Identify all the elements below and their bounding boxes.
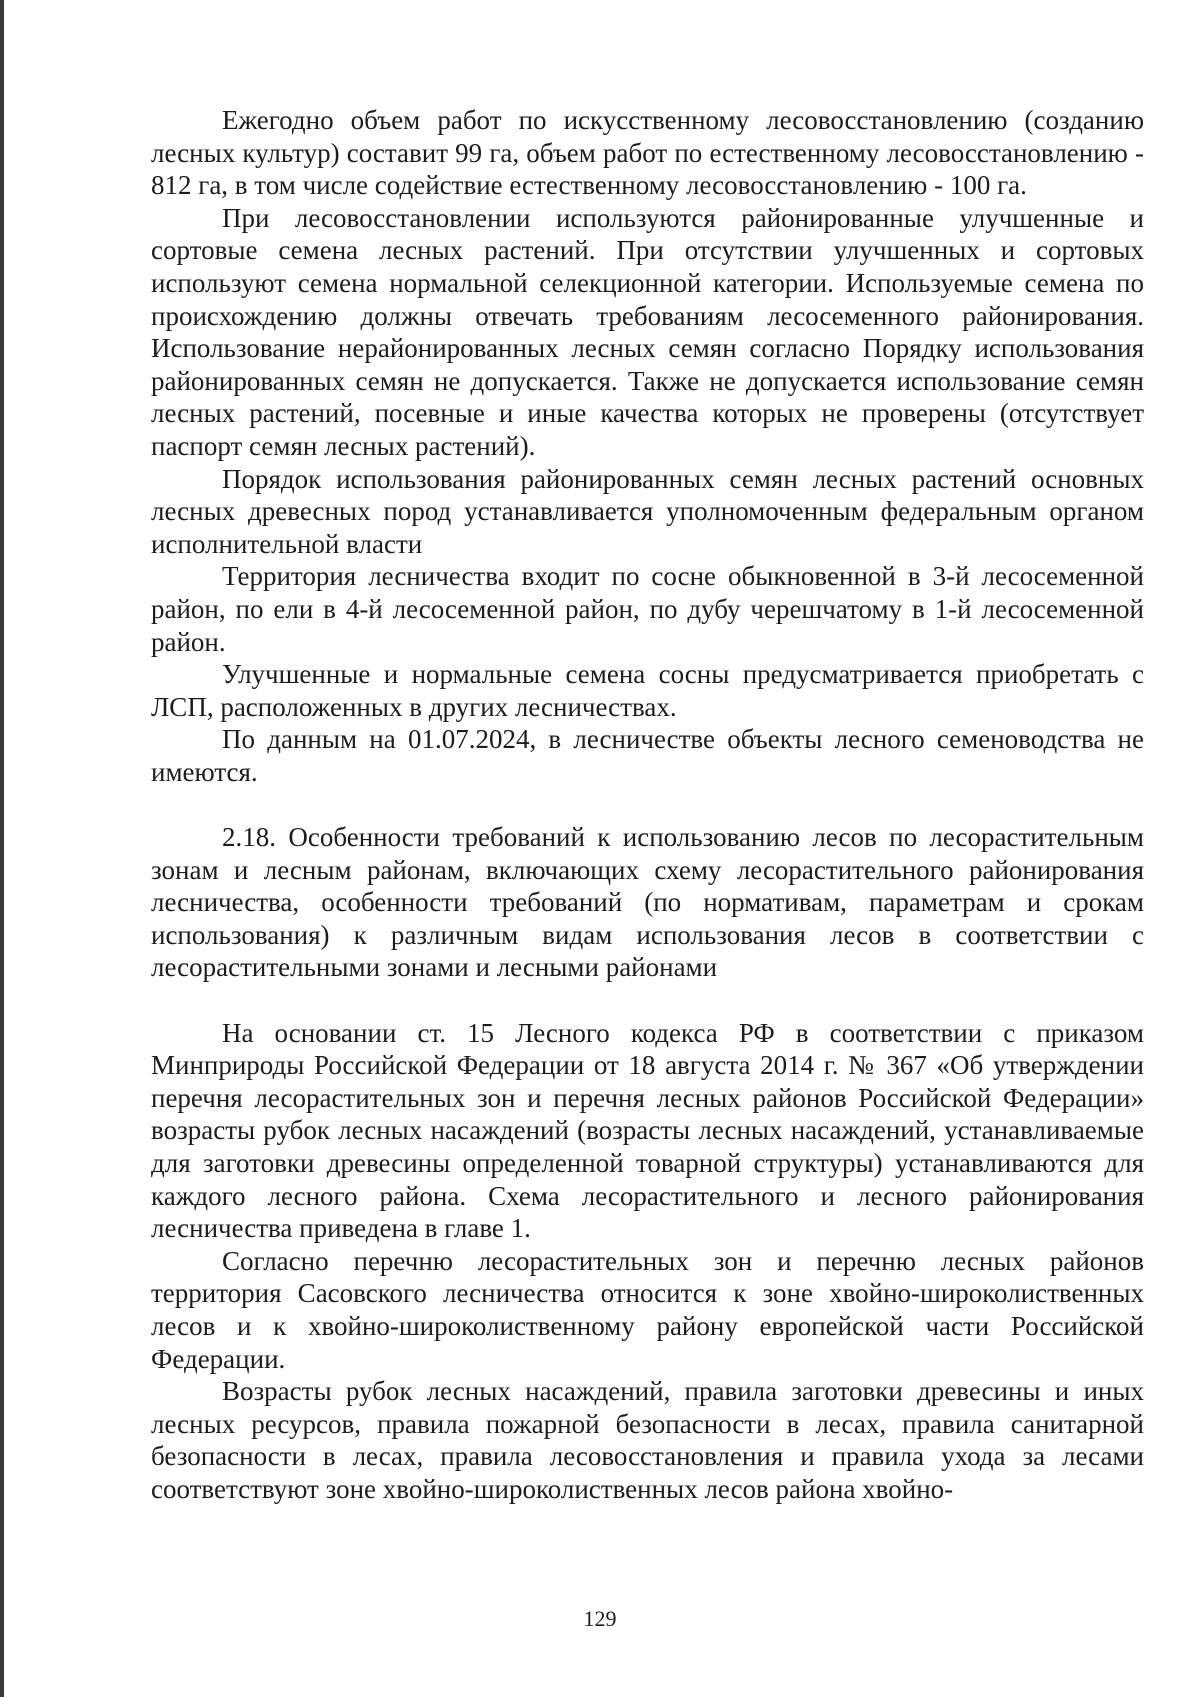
paragraph-improved-seeds: Улучшенные и нормальные семена сосны предусматривается приобретать с ЛСП, расположенных в других лесничествах. bbox=[151, 659, 1144, 722]
document-body bbox=[151, 104, 1144, 1506]
paragraph-seed-usage-order: Порядок использования районированных семян лесных растений основных лесных древесных пород устанавливается уполномоченным федеральным органом исполнительной власти bbox=[151, 463, 1144, 559]
section-heading: 2.18. Особенности требований к использованию лесов по лесорастительным зонам и лесным районам, включающих схему лесорастительного районирования лесничества, особенности требований (по нормативам, параметрам и срокам использования) к различным видам использования лесов в соответствии с лесорастительными зонами и лесными районами bbox=[151, 822, 1144, 983]
page-number: 129 bbox=[583, 1606, 617, 1631]
paragraph-seed-regions: Территория лесничества входит по сосне обыкновенной в 3-й лесосеменной район, по ели в 4-й лесосеменной район, по дубу черешчатому в 1-й лесосеменной район. bbox=[151, 561, 1144, 657]
paragraph-felling-ages: Возрасты рубок лесных насаждений, правила заготовки древесины и иных лесных ресурсов, правила пожарной безопасности в лесах, правила санитарной безопасности в лесах, правила лесовосстановления и правила ухода за лесами соответствуют зоне хвойно-широколиственных лесов района хвойно- bbox=[151, 1376, 1144, 1504]
paragraph-zone-list: Согласно перечню лесорастительных зон и перечню лесных районов территория Сасовского лесничества относится к зоне хвойно-широколиственных лесов и к хвойно-широколиственному району европейской части Российской Федерации. bbox=[151, 1245, 1144, 1374]
paragraph-seed-objects: По данным на 01.07.2024, в лесничестве объекты лесного семеноводства не имеются. bbox=[151, 724, 1144, 787]
paragraph-seed-requirements: При лесовосстановлении используются районированные улучшенные и сортовые семена лесных растений. При отсутствии улучшенных и сортовых используют семена нормальной селекционной категории. Используемые семена по происхождению должны отвечать требованиям лесосеменного районирования. Использование нерайонированных лесных семян согласно Порядку использования районированных семян не допускается. Также не допускается использование семян лесных растений, посевные и иные качества которых не проверены (отсутствует паспорт семян лесных растений). bbox=[151, 202, 1144, 461]
scan-edge bbox=[0, 0, 4, 1697]
paragraph-reforestation-volume: Ежегодно объем работ по искусственному лесовосстановлению (созданию лесных культур) составит 99 га, объем работ по естественному лесовосстановлению - 812 га, в том числе содействие естественному лесовосстановлению - 100 га. bbox=[151, 105, 1144, 201]
spacer bbox=[151, 788, 1144, 821]
paragraph-forest-code: На основании ст. 15 Лесного кодекса РФ в соответствии с приказом Минприроды Российской Федерации от 18 августа 2014 г. № 367 «Об утверждении перечня лесорастительных зон и перечня лесных районов Российской Федерации» возрасты рубок лесных насаждений (возрасты лесных насаждений, устанавливаемые для заготовки древесины определенной товарной структуры) устанавливаются для каждого лесного района. Схема лесорастительного и лесного районирования лесничества приведена в главе 1. bbox=[151, 1017, 1144, 1244]
spacer bbox=[151, 984, 1144, 1017]
